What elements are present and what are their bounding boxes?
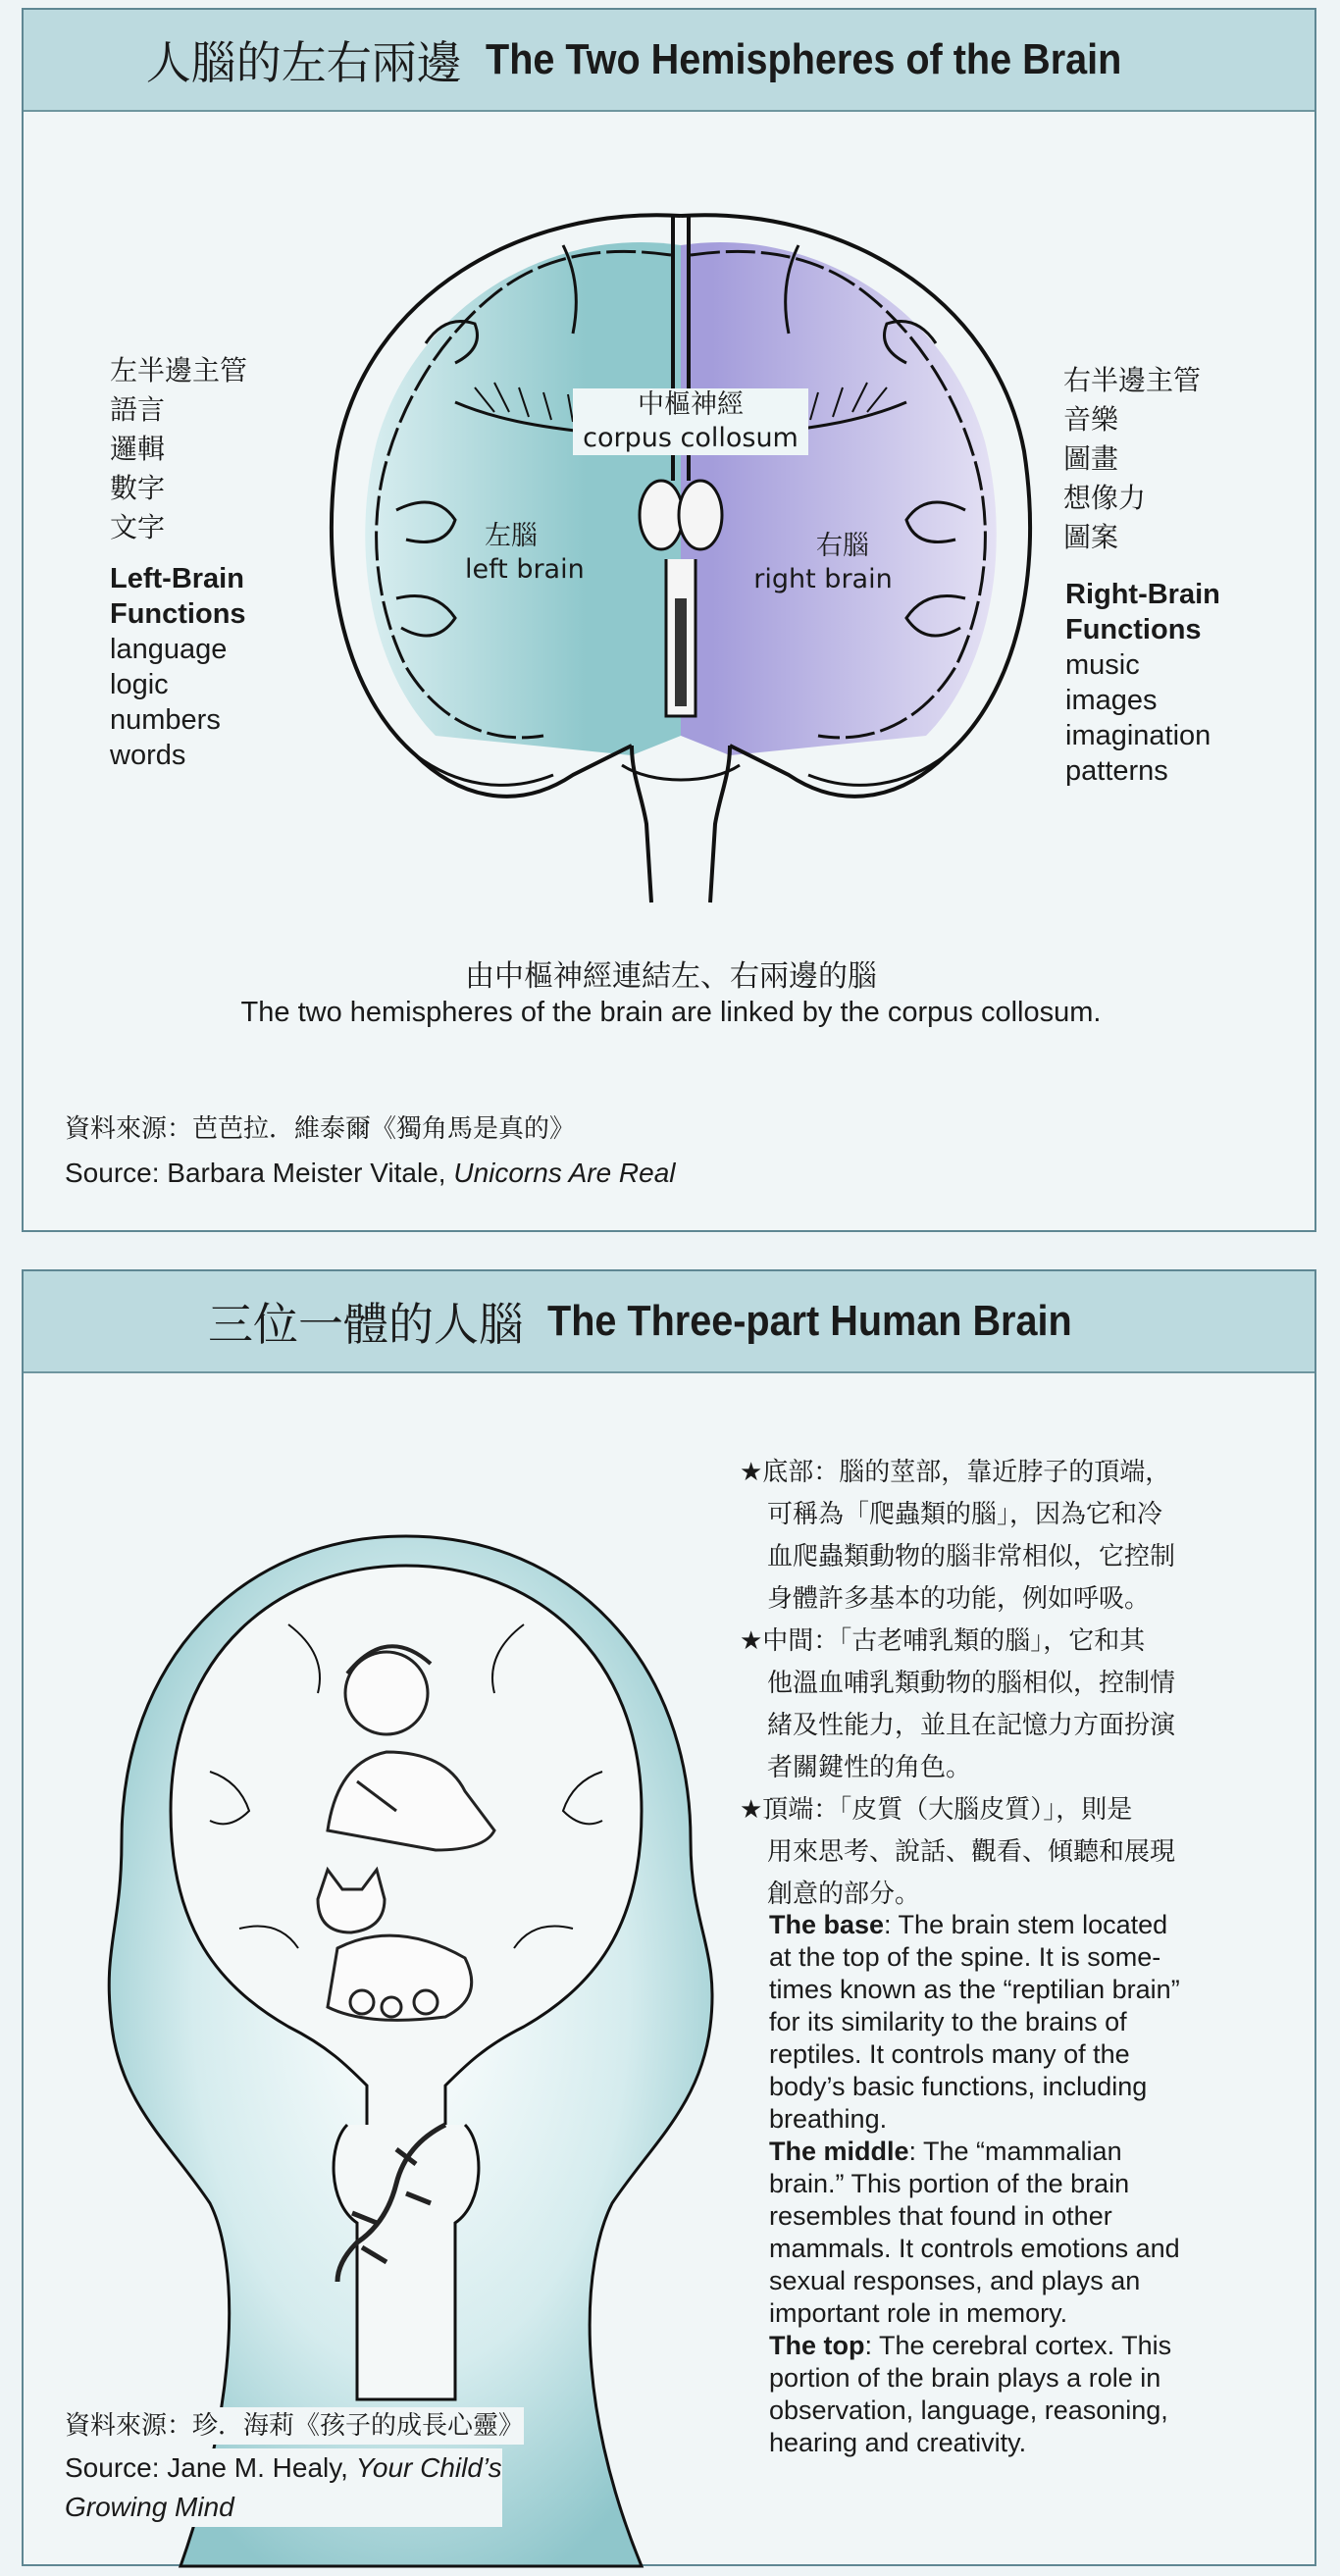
left-functions-en-item: numbers [110,704,221,736]
hemispheres-caption-zh: 由中樞神經連結左、右兩邊的腦 [465,959,877,994]
three-part-title-en: The Three-part Human Brain [546,1297,1072,1345]
right-functions-zh-item: 圖案 [1063,521,1119,553]
hemispheres-title-zh: 人腦的左右兩邊 [145,36,462,89]
three-part-source-en-title-2: Growing Mind [65,2492,234,2522]
three-part-brain-panel [22,1269,1316,2566]
zh-line: 身體許多基本的功能，例如呼吸。 [767,1584,1151,1614]
zh-line: 緒及性能力，並且在記憶力方面扮演 [767,1711,1176,1740]
left-functions-en [110,561,246,773]
right-functions-en-item: images [1065,685,1158,716]
zh-line: 者關鍵性的角色。 [767,1753,972,1782]
right-functions-en-heading-1: Right-Brain [1065,579,1220,610]
hemispheres-caption-en: The two hemispheres of the brain are linked by the corpus collosum. [240,997,1102,1028]
en-paragraph-top [769,2330,1299,2459]
zh-point-top [740,1789,1309,1916]
right-functions-en [1065,577,1220,789]
left-functions-en-item: logic [110,669,169,700]
en-line: mammals. It controls emotions and [769,2234,1180,2263]
three-part-source-en-prefix: Source: Jane M. Healy, [65,2452,356,2483]
en-line: important role in memory. [769,2298,1068,2328]
corpus-collosum-label-en: corpus collosum [583,423,799,453]
left-functions-zh-heading: 左半邊主管 [110,354,248,386]
en-line: for its similarity to the brains of [769,2007,1127,2036]
corpus-collosum-label-zh: 中樞神經 [638,389,744,420]
left-functions-zh-item: 語言 [110,393,166,426]
en-line: hearing and creativity. [769,2428,1027,2457]
left-functions-en-heading-2: Functions [110,598,246,630]
corpus-collosum-label [573,388,808,455]
left-functions-en-item: words [110,740,186,771]
en-line: brain.” This portion of the brain [769,2169,1130,2198]
en-line: : The cerebral cortex. This [864,2331,1172,2360]
en-line: resembles that found in other [769,2201,1112,2231]
en-line: observation, language, reasoning, [769,2396,1168,2425]
zh-line: ★底部：腦的莖部，靠近脖子的頂端， [740,1458,1171,1487]
en-line: sexual responses, and plays an [769,2266,1141,2295]
zh-line: 他溫血哺乳類動物的腦相似，控制情 [767,1669,1176,1698]
right-functions-en-item: imagination [1065,720,1211,751]
en-line: : The brain stem located [884,1910,1168,1939]
left-brain-label-en: left brain [465,554,585,585]
right-brain-label-zh: 右腦 [816,531,869,561]
zh-line: 血爬蟲類動物的腦非常相似，它控制 [767,1542,1176,1571]
left-functions-en-heading-1: Left-Brain [110,563,244,594]
hemispheres-source-en-title: Unicorns Are Real [453,1158,676,1188]
zh-point-base [740,1452,1309,1621]
hemispheres-source-en-prefix: Source: Barbara Meister Vitale, [65,1158,454,1188]
right-functions-en-item: music [1065,649,1140,681]
zh-point-middle [740,1621,1309,1789]
left-functions-zh-item: 數字 [110,472,166,504]
hemispheres-source-en [65,1154,676,1193]
hemispheres-source-zh: 資料來源：芭芭拉．維泰爾《獨角馬是真的》 [65,1114,576,1144]
zh-line: 可稱為「爬蟲類的腦」，因為它和冷 [767,1500,1163,1529]
en-paragraph-middle [769,2136,1299,2330]
en-line: reptiles. It controls many of the [769,2039,1130,2069]
en-line: at the top of the spine. It is some- [769,1942,1161,1972]
right-functions-zh [1063,361,1201,557]
three-part-en-text [769,1909,1299,2459]
zh-line: ★中間：「古老哺乳類的腦」，它和其 [740,1626,1146,1656]
zh-line: 創意的部分。 [767,1880,921,1909]
three-part-zh-text [740,1452,1309,1916]
right-functions-zh-item: 音樂 [1063,403,1119,436]
hemispheres-panel [22,8,1316,1232]
left-functions-en-item: language [110,634,228,665]
hemispheres-title-band [24,10,1314,112]
en-top-label: The top [769,2331,865,2360]
right-functions-en-heading-2: Functions [1065,614,1202,645]
three-part-source-en-title-1: Your Child’s [355,2452,502,2483]
left-brain-label-zh: 左腦 [485,521,538,551]
left-functions-zh-item: 文字 [110,511,166,543]
right-brain-label-en: right brain [753,564,893,594]
en-line: times known as the “reptilian brain” [769,1975,1180,2004]
zh-line: ★頂端：「皮質（大腦皮質）」，則是 [740,1795,1133,1825]
three-part-source-en [65,2448,502,2527]
right-functions-zh-item: 圖畫 [1063,442,1119,475]
three-part-title-zh: 三位一體的人腦 [207,1298,524,1351]
hemispheres-title-en: The Two Hemispheres of the Brain [485,35,1122,83]
right-brain-label [730,530,916,596]
en-paragraph-base [769,1909,1299,2136]
left-functions-zh [110,351,247,547]
left-functions-zh-item: 邏輯 [110,433,166,465]
en-middle-label: The middle [769,2137,909,2166]
left-brain-label [465,520,622,587]
three-part-source-zh: 資料來源：珍．海莉《孩子的成長心靈》 [65,2407,524,2445]
right-functions-zh-heading: 右半邊主管 [1063,364,1202,396]
zh-line: 用來思考、說話、觀看、傾聽和展現 [767,1837,1176,1867]
en-line: body’s basic functions, including [769,2072,1148,2101]
en-line: : The “mammalian [908,2137,1122,2166]
right-functions-en-item: patterns [1065,755,1168,787]
en-base-label: The base [769,1910,885,1939]
en-line: portion of the brain plays a role in [769,2363,1161,2393]
en-line: breathing. [769,2104,888,2134]
right-functions-zh-item: 想像力 [1063,482,1147,514]
three-part-title-band [24,1271,1314,1373]
brain-cross-section-illustration [308,186,1054,912]
